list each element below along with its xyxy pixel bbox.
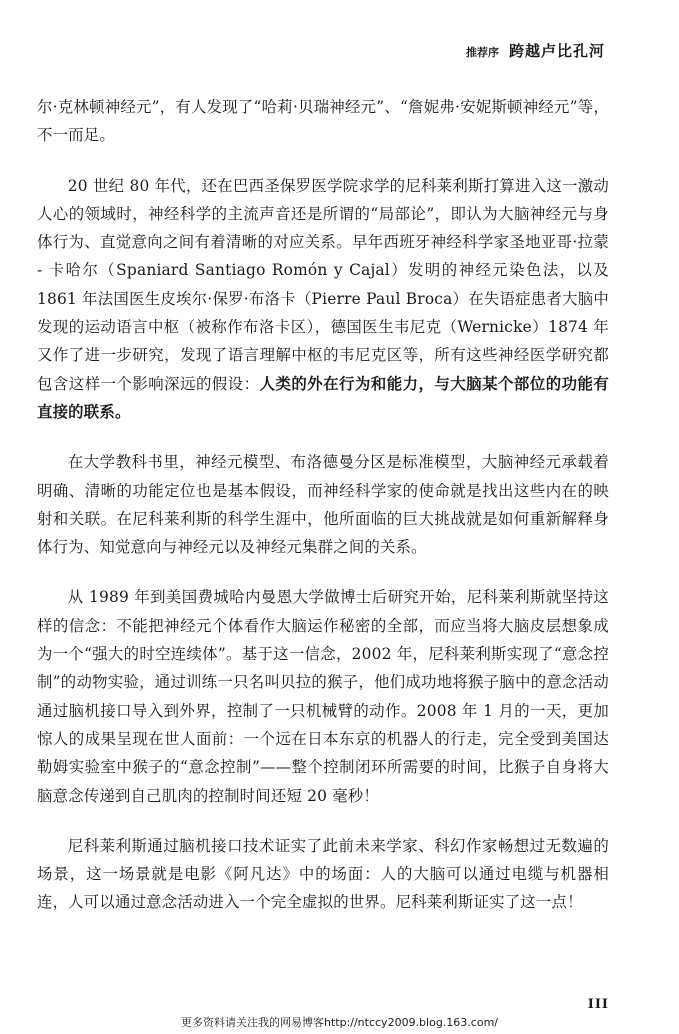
page-number: III <box>587 997 609 1012</box>
header-title: 跨越卢比孔河 <box>508 42 605 60</box>
body-text <box>37 93 609 939</box>
paragraph-1: 尔·克林顿神经元”，有人发现了“哈莉·贝瑞神经元”、“詹妮弗·安妮斯顿神经元”等，不一而足。 <box>37 98 609 145</box>
running-header <box>466 40 605 61</box>
paragraph-5: 尼科莱利斯通过脑机接口技术证实了此前未来学家、科幻作家畅想过无数遍的场景，这一场景就是电影《阿凡达》中的场面：人的大脑可以通过电缆与机器相连，人可以通过意念活动进入一个完全虚拟的世界。尼科莱利斯证实了这一点！ <box>37 836 609 912</box>
paragraph-3: 在大学教科书里，神经元模型、布洛德曼分区是标准模型，大脑神经元承载着明确、清晰的功能定位也是基本假设，而神经科学家的使命就是找出这些内在的映射和关联。在尼科莱利斯的科学生涯中，他所面临的巨大挑战就是如何重新解释身体行为、知觉意向与神经元以及神经元集群之间的关系。 <box>37 453 609 557</box>
header-tag: 推荐序 <box>465 46 499 59</box>
paragraph-4: 从 1989 年到美国费城哈内曼恩大学做博士后研究开始，尼科莱利斯就坚持这样的信念：不能把神经元个体看作大脑运作秘密的全部，而应当将大脑皮层想象成为一个“强大的时空连续体”。基于这一信念，2002 年，尼科莱利斯实现了“意念控制”的动物实验，通过训练一只名叫贝拉的猴子，他们成功地将猴子脑中的意念活动通过脑机接口导入到外界，控制了一只机械臂的动作。2008 年 1 月的一天，更加惊人的成果呈现在世人面前：一个远在日本东京的机器人的行走，完全受到美国达勒姆实验室中猴子的“意念控制”——整个控制闭环所需要的时间，比猴子自身将大脑意念传递到自己肌肉的控制时间还短 20 毫秒！ <box>37 588 609 805</box>
footer-note: 更多资料请关注我的网易博客http://ntccy2009.blog.163.com/ <box>180 1016 499 1029</box>
emphasis-text: 人类的外在行为和能力，与大脑某个部位的功能有直接的联系。 <box>37 374 609 421</box>
paragraph-2: 20 世纪 80 年代，还在巴西圣保罗医学院求学的尼科莱利斯打算进入这一激动人心的领域时，神经科学的主流声音还是所谓的“局部论”，即认为大脑神经元与身体行为、直觉意向之间有着清晰的对应关系。早年西班牙神经科学家圣地亚哥·拉蒙 - 卡哈尔（Spaniard Santiago Romón y Cajal）发明的神经元染色法，以及 1861 年法国医生皮埃尔·保罗·布洛卡（Pierre Paul Broca）在失语症患者大脑中发现的运动语言中枢（被称作布洛卡区），德国医生韦尼克（Wernicke）1874 年又作了进一步研究，发现了语言理解中枢的韦尼克区等，所有这些神经医学研究都包含这样一个影响深远的假设：人类的外在行为和能力，与大脑某个部位的功能有直接的联系。 <box>37 176 609 421</box>
